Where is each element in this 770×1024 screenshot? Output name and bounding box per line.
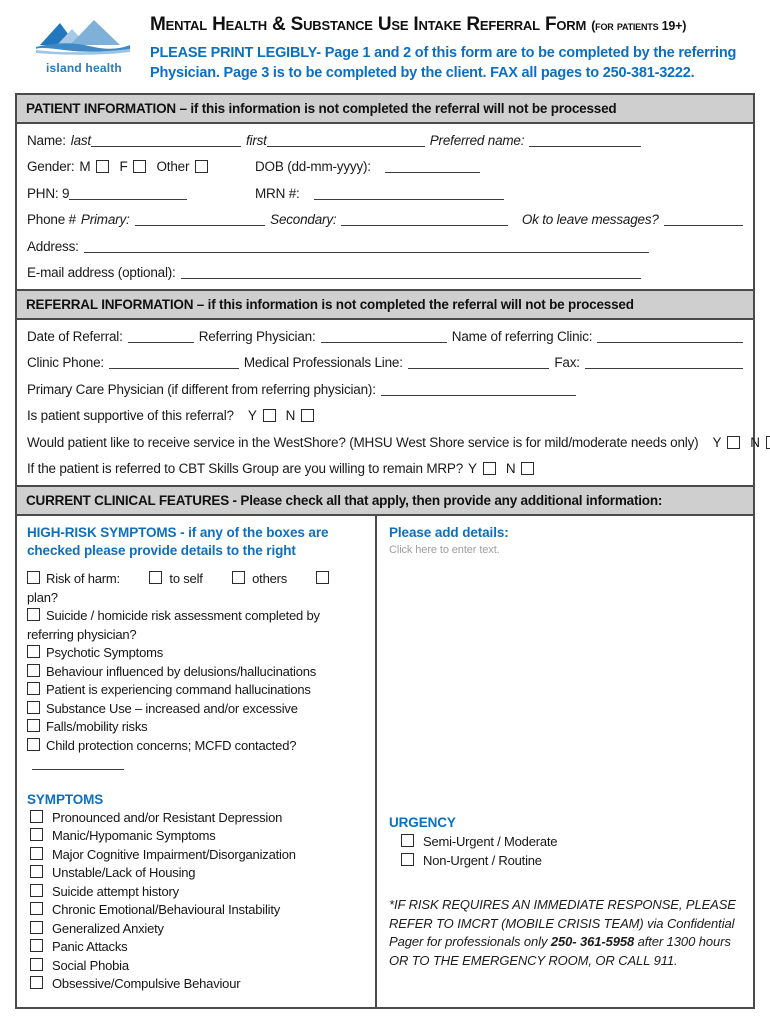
dob-label: DOB (dd-mm-yyyy): xyxy=(255,159,371,175)
symptom-item xyxy=(27,975,367,994)
gender-label: Gender: xyxy=(27,159,75,175)
address-label: Address: xyxy=(27,238,79,254)
high-risk-item xyxy=(27,644,367,663)
symptom-item xyxy=(27,938,367,957)
primary-care-physician-label: Primary Care Physician (if different from referring physician): xyxy=(27,381,376,397)
email-field[interactable] xyxy=(181,266,641,279)
symptom-label: Suicide attempt history xyxy=(52,883,179,899)
phn-group xyxy=(27,186,255,201)
urgency-option xyxy=(401,851,741,870)
housing-checkbox[interactable] xyxy=(30,865,43,878)
last-name-field[interactable] xyxy=(91,134,241,147)
risk-of-harm-label: Risk of harm: xyxy=(46,571,120,586)
high-risk-item-label: Patient is experiencing command hallucinations xyxy=(46,682,311,697)
semi-urgent-checkbox[interactable] xyxy=(401,834,414,847)
gender-female-checkbox[interactable] xyxy=(133,160,146,173)
supportive-no-checkbox[interactable] xyxy=(301,409,314,422)
westshore-yes-label: Y xyxy=(712,434,722,450)
symptom-label: Chronic Emotional/Behavioural Instability xyxy=(52,902,281,917)
risk-plan-checkbox[interactable] xyxy=(316,571,329,584)
clinical-right-column xyxy=(375,516,753,1007)
emotional-instability-checkbox[interactable] xyxy=(30,902,43,915)
psychotic-symptoms-checkbox[interactable] xyxy=(27,645,40,658)
urgency-option-label: Non-Urgent / Routine xyxy=(423,853,542,868)
risk-others-label: others xyxy=(252,571,288,586)
patient-information-section xyxy=(17,124,753,289)
phone-secondary-field[interactable] xyxy=(341,213,507,226)
phone-label: Phone # xyxy=(27,212,76,228)
note-text: after 1300 hours OR TO THE EMERGENCY ROOM, OR CALL 911. xyxy=(389,934,731,968)
referring-clinic-label: Name of referring Clinic: xyxy=(451,328,593,344)
child-protection-checkbox[interactable] xyxy=(27,738,40,751)
clinic-phone-label: Clinic Phone: xyxy=(27,355,104,371)
referring-physician-label: Referring Physician: xyxy=(198,328,316,344)
preferred-name-label: Preferred name: xyxy=(429,132,525,148)
logo-wordmark: island health xyxy=(46,61,122,75)
risk-of-harm-row xyxy=(27,570,367,607)
phone-primary-label: Primary: xyxy=(80,212,130,228)
primary-care-physician-row xyxy=(27,376,743,403)
supportive-no-label: N xyxy=(285,408,296,424)
westshore-question: Would patient like to receive service in the WestShore? (MHSU West Shore service is for mild/moderate needs only) xyxy=(27,434,699,450)
panic-attacks-checkbox[interactable] xyxy=(30,939,43,952)
non-urgent-checkbox[interactable] xyxy=(401,853,414,866)
form-title xyxy=(150,14,755,37)
westshore-row xyxy=(27,429,760,456)
risk-others-option xyxy=(232,571,287,586)
falls-mobility-checkbox[interactable] xyxy=(27,719,40,732)
address-field[interactable] xyxy=(84,240,649,253)
mrn-group xyxy=(255,186,504,201)
high-risk-item-label: Behaviour influenced by delusions/hallucinations xyxy=(46,663,317,679)
urgency-option xyxy=(401,832,741,851)
high-risk-item-label: Falls/mobility risks xyxy=(46,719,148,734)
referral-date-row xyxy=(27,323,743,350)
high-risk-item xyxy=(27,663,367,682)
ok-messages-label: Ok to leave messages? xyxy=(521,212,659,228)
gender-group xyxy=(27,159,255,174)
gender-female-label: F xyxy=(119,159,128,175)
primary-care-physician-field[interactable] xyxy=(381,383,576,396)
mcfd-contacted-field[interactable] xyxy=(32,757,124,770)
patient-information-header: PATIENT INFORMATION – if this information is not completed the referral will not be processed xyxy=(17,95,753,124)
medical-professionals-line-label: Medical Professionals Line: xyxy=(243,355,403,371)
suicide-attempt-checkbox[interactable] xyxy=(30,884,43,897)
phn-mrn-row xyxy=(27,180,743,207)
symptom-label: Social Phobia xyxy=(52,957,129,973)
mrn-field[interactable] xyxy=(314,187,504,200)
note-text: *IF RISK REQUIRES AN IMMEDIATE RESPONSE, PLEASE REFER TO IMCRT (MOBILE CRISIS TEAM) via Confidential Pager for professionals only xyxy=(389,897,736,949)
last-name-label: last xyxy=(70,132,91,148)
clinical-left-column xyxy=(17,516,375,1007)
symptom-item xyxy=(27,864,367,883)
symptom-item xyxy=(27,846,367,865)
high-risk-item-label: Child protection concerns; MCFD contacted? xyxy=(46,737,297,753)
name-row xyxy=(27,127,743,154)
phone-secondary-label: Secondary: xyxy=(270,212,337,228)
symptom-label: Unstable/Lack of Housing xyxy=(52,865,196,880)
obsessive-compulsive-checkbox[interactable] xyxy=(30,976,43,989)
symptom-item xyxy=(27,827,367,846)
gender-other-checkbox[interactable] xyxy=(195,160,208,173)
island-health-logo xyxy=(28,14,140,75)
symptom-label: Generalized Anxiety xyxy=(52,920,164,936)
high-risk-item xyxy=(27,737,367,774)
phn-field[interactable] xyxy=(69,187,187,200)
cbt-question: If the patient is referred to CBT Skills Group are you willing to remain MRP? xyxy=(27,461,464,477)
risk-to-self-label: to self xyxy=(169,571,203,586)
please-add-details-heading: Please add details: xyxy=(389,525,509,540)
symptom-item xyxy=(27,920,367,939)
mountains-logo-icon xyxy=(34,14,134,58)
phn-label: PHN: 9 xyxy=(27,185,70,201)
westshore-yes-checkbox[interactable] xyxy=(727,436,740,449)
cbt-no-label: N xyxy=(505,461,516,477)
high-risk-symptoms-heading: HIGH-RISK SYMPTOMS - if any of the boxes are checked please provide details to the right xyxy=(27,525,329,558)
clinic-phone-field[interactable] xyxy=(109,356,239,369)
cbt-row xyxy=(27,456,743,483)
high-risk-item xyxy=(27,607,367,644)
symptom-label: Manic/Hypomanic Symptoms xyxy=(52,828,216,843)
westshore-no-label: N xyxy=(750,434,760,450)
urgency-option-label: Semi-Urgent / Moderate xyxy=(423,834,558,849)
email-label: E-mail address (optional): xyxy=(27,265,176,281)
social-phobia-checkbox[interactable] xyxy=(30,958,43,971)
referring-clinic-field[interactable] xyxy=(597,330,743,343)
supportive-yes-checkbox[interactable] xyxy=(263,409,276,422)
symptom-label: Panic Attacks xyxy=(52,939,128,954)
address-row xyxy=(27,233,743,260)
referral-information-section xyxy=(17,320,760,485)
westshore-no-checkbox[interactable] xyxy=(766,436,770,449)
urgency-heading: URGENCY xyxy=(389,815,456,830)
pager-phone-number: 250- 361-5958 xyxy=(550,934,635,949)
cognitive-impairment-checkbox[interactable] xyxy=(30,847,43,860)
risk-plan-label: plan? xyxy=(27,589,58,605)
email-row xyxy=(27,260,743,287)
gender-male-checkbox[interactable] xyxy=(96,160,109,173)
high-risk-item-label: Psychotic Symptoms xyxy=(46,645,164,660)
symptom-item xyxy=(27,957,367,976)
dob-group xyxy=(255,159,480,174)
ok-messages-field[interactable] xyxy=(664,213,743,226)
suicide-homicide-assessment-checkbox[interactable] xyxy=(27,608,40,621)
symptom-label: Major Cognitive Impairment/Disorganization xyxy=(52,846,296,862)
dob-field[interactable] xyxy=(385,160,480,173)
first-name-field[interactable] xyxy=(267,134,425,147)
name-label: Name: xyxy=(27,132,66,148)
behaviour-delusions-checkbox[interactable] xyxy=(27,664,40,677)
fax-label: Fax: xyxy=(554,355,580,371)
form-header xyxy=(0,0,770,81)
symptom-item xyxy=(27,809,367,828)
clinic-phone-row xyxy=(27,350,743,377)
symptom-item xyxy=(27,883,367,902)
symptoms-block xyxy=(27,791,367,994)
supportive-yes-label: Y xyxy=(247,408,257,424)
form-box xyxy=(15,93,760,1009)
risk-of-harm-checkbox[interactable] xyxy=(27,571,40,584)
risk-others-checkbox[interactable] xyxy=(232,571,245,584)
phone-row xyxy=(27,207,743,234)
symptom-label: Obsessive/Compulsive Behaviour xyxy=(52,976,241,991)
cbt-yes-checkbox[interactable] xyxy=(483,462,496,475)
date-of-referral-field[interactable] xyxy=(128,330,194,343)
header-titles xyxy=(150,14,755,83)
risk-to-self-option xyxy=(149,571,202,586)
high-risk-item xyxy=(27,681,367,700)
phone-primary-field[interactable] xyxy=(135,213,266,226)
depression-checkbox[interactable] xyxy=(30,810,43,823)
risk-to-self-checkbox[interactable] xyxy=(149,571,162,584)
fax-field[interactable] xyxy=(585,356,743,369)
gender-dob-row xyxy=(27,154,743,181)
urgency-block xyxy=(389,814,741,870)
medical-professionals-line-field[interactable] xyxy=(408,356,550,369)
symptom-label: Pronounced and/or Resistant Depression xyxy=(52,809,283,825)
high-risk-item-label: Substance Use – increased and/or excessive xyxy=(46,700,298,716)
form-title-text: Mental Health & Substance Use Intake Referral Form xyxy=(150,14,587,35)
fax-instructions: PLEASE PRINT LEGIBLY- Page 1 and 2 of this form are to be completed by the referring Physician. Page 3 is to be completed by the client. FAX all pages to 250-381-3222. xyxy=(150,45,737,81)
symptoms-heading: SYMPTOMS xyxy=(27,791,104,807)
gender-male-label: M xyxy=(79,159,91,175)
clinical-columns xyxy=(17,516,753,1007)
form-title-suffix: (for patients 19+) xyxy=(591,19,687,33)
cbt-yes-label: Y xyxy=(468,461,477,477)
referral-information-header: REFERRAL INFORMATION – if this information is not completed the referral will not be processed xyxy=(17,289,753,320)
high-risk-item xyxy=(27,700,367,719)
high-risk-item xyxy=(27,718,367,737)
supportive-question: Is patient supportive of this referral? xyxy=(27,408,234,424)
high-risk-item-label: Suicide / homicide risk assessment completed by referring physician? xyxy=(27,608,320,642)
cbt-no-checkbox[interactable] xyxy=(521,462,534,475)
immediate-response-note xyxy=(389,896,741,970)
preferred-name-field[interactable] xyxy=(529,134,641,147)
substance-use-checkbox[interactable] xyxy=(27,701,40,714)
gender-other-label: Other xyxy=(156,159,190,175)
mrn-label: MRN #: xyxy=(255,185,300,201)
first-name-label: first xyxy=(245,132,267,148)
manic-hypomanic-checkbox[interactable] xyxy=(30,828,43,841)
details-text-input[interactable]: Click here to enter text. xyxy=(389,544,500,556)
symptom-item xyxy=(27,901,367,920)
date-of-referral-label: Date of Referral: xyxy=(27,328,123,344)
command-hallucinations-checkbox[interactable] xyxy=(27,682,40,695)
supportive-row xyxy=(27,403,743,430)
current-clinical-features-header: CURRENT CLINICAL FEATURES - Please check all that apply, then provide any additional information: xyxy=(17,485,753,516)
referring-physician-field[interactable] xyxy=(321,330,447,343)
generalized-anxiety-checkbox[interactable] xyxy=(30,921,43,934)
